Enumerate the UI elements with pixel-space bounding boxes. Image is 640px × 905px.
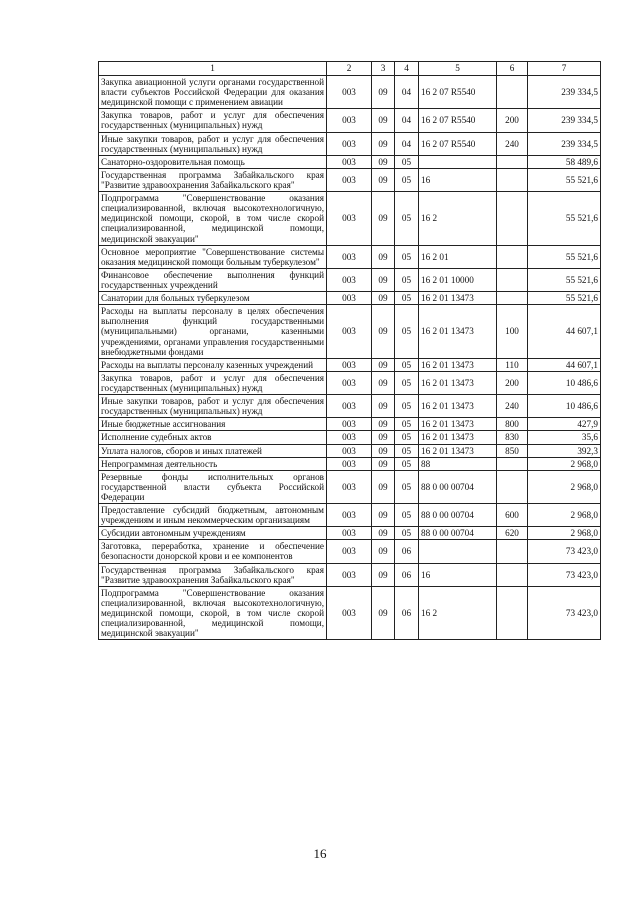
cell-amount: 55 521,6	[528, 268, 601, 291]
cell-amount: 239 334,5	[528, 132, 601, 155]
column-header: 1	[99, 62, 327, 76]
cell-amount: 10 486,6	[528, 395, 601, 418]
cell-name: Непрограммная деятельность	[99, 457, 327, 470]
cell-ministry-code: 003	[327, 76, 372, 109]
cell-name: Государственная программа Забайкальского края "Развитие здравоохранения Забайкальского края"	[99, 563, 327, 586]
cell-name: Санаторно-оздоровительная помощь	[99, 155, 327, 168]
cell-section: 09	[372, 109, 395, 132]
cell-expense-type	[497, 245, 528, 268]
cell-subsection: 05	[395, 192, 419, 246]
cell-subsection: 05	[395, 245, 419, 268]
cell-section: 09	[372, 431, 395, 444]
cell-target-article: 16 2	[419, 192, 497, 246]
cell-name: Финансовое обеспечение выполнения функций государственных учреждений	[99, 268, 327, 291]
cell-amount: 73 423,0	[528, 563, 601, 586]
cell-name: Иные бюджетные ассигнования	[99, 418, 327, 431]
cell-expense-type: 620	[497, 527, 528, 540]
cell-section: 09	[372, 563, 395, 586]
cell-expense-type	[497, 168, 528, 191]
cell-expense-type: 200	[497, 371, 528, 394]
cell-amount: 58 489,6	[528, 155, 601, 168]
cell-amount: 73 423,0	[528, 586, 601, 640]
cell-target-article: 16 2 01	[419, 245, 497, 268]
cell-expense-type: 100	[497, 305, 528, 359]
cell-section: 09	[372, 132, 395, 155]
cell-subsection: 05	[395, 457, 419, 470]
cell-name: Уплата налогов, сборов и иных платежей	[99, 444, 327, 457]
cell-name: Основное мероприятие "Совершенствование системы оказания медицинской помощи больным туберкулезом"	[99, 245, 327, 268]
cell-ministry-code: 003	[327, 457, 372, 470]
table-body	[99, 76, 601, 640]
cell-subsection: 05	[395, 292, 419, 305]
cell-section: 09	[372, 245, 395, 268]
cell-amount: 44 607,1	[528, 358, 601, 371]
table-row	[99, 371, 601, 394]
table-row	[99, 358, 601, 371]
cell-ministry-code: 003	[327, 586, 372, 640]
table-row	[99, 109, 601, 132]
cell-target-article: 16	[419, 563, 497, 586]
cell-ministry-code: 003	[327, 192, 372, 246]
cell-ministry-code: 003	[327, 395, 372, 418]
cell-target-article: 16 2	[419, 586, 497, 640]
cell-expense-type	[497, 563, 528, 586]
cell-expense-type: 200	[497, 109, 528, 132]
cell-expense-type	[497, 470, 528, 503]
cell-subsection: 04	[395, 76, 419, 109]
cell-amount: 427,9	[528, 418, 601, 431]
cell-amount: 55 521,6	[528, 192, 601, 246]
table-row	[99, 305, 601, 359]
table-row	[99, 418, 601, 431]
cell-target-article: 88	[419, 457, 497, 470]
cell-section: 09	[372, 586, 395, 640]
cell-section: 09	[372, 168, 395, 191]
cell-ministry-code: 003	[327, 527, 372, 540]
cell-expense-type: 600	[497, 504, 528, 527]
cell-expense-type: 240	[497, 395, 528, 418]
table-row	[99, 470, 601, 503]
table-row	[99, 155, 601, 168]
cell-amount: 239 334,5	[528, 109, 601, 132]
table-row	[99, 192, 601, 246]
cell-name: Подпрограмма "Совершенствование оказания специализированной, включая высокотехнологичную, медицинской помощи, скорой, в том числе скорой специализированной, медицинской помощи, медицинской эвакуации"	[99, 192, 327, 246]
cell-expense-type	[497, 586, 528, 640]
cell-subsection: 04	[395, 109, 419, 132]
cell-section: 09	[372, 155, 395, 168]
table-row	[99, 457, 601, 470]
cell-section: 09	[372, 504, 395, 527]
cell-target-article: 16 2 01 13473	[419, 431, 497, 444]
cell-name: Закупка авиационной услуги органами государственной власти субъектов Российской Федерации для оказания медицинской помощи с применением авиации	[99, 76, 327, 109]
cell-expense-type: 830	[497, 431, 528, 444]
cell-amount: 10 486,6	[528, 371, 601, 394]
column-header: 3	[372, 62, 395, 76]
cell-expense-type	[497, 76, 528, 109]
cell-name: Закупка товаров, работ и услуг для обеспечения государственных (муниципальных) нужд	[99, 109, 327, 132]
table-header-row	[99, 62, 601, 76]
cell-section: 09	[372, 418, 395, 431]
cell-ministry-code: 003	[327, 305, 372, 359]
cell-expense-type: 850	[497, 444, 528, 457]
cell-name: Санатории для больных туберкулезом	[99, 292, 327, 305]
cell-subsection: 05	[395, 305, 419, 359]
cell-name: Иные закупки товаров, работ и услуг для обеспечения государственных (муниципальных) нужд	[99, 395, 327, 418]
cell-section: 09	[372, 540, 395, 563]
cell-subsection: 05	[395, 155, 419, 168]
cell-amount: 2 968,0	[528, 504, 601, 527]
cell-subsection: 06	[395, 586, 419, 640]
cell-expense-type	[497, 192, 528, 246]
cell-name: Иные закупки товаров, работ и услуг для обеспечения государственных (муниципальных) нужд	[99, 132, 327, 155]
table-row	[99, 268, 601, 291]
cell-subsection: 05	[395, 444, 419, 457]
cell-section: 09	[372, 395, 395, 418]
cell-ministry-code: 003	[327, 155, 372, 168]
cell-expense-type: 240	[497, 132, 528, 155]
cell-expense-type	[497, 292, 528, 305]
cell-name: Государственная программа Забайкальского края "Развитие здравоохранения Забайкальского края"	[99, 168, 327, 191]
cell-section: 09	[372, 358, 395, 371]
cell-ministry-code: 003	[327, 431, 372, 444]
cell-subsection: 05	[395, 418, 419, 431]
cell-ministry-code: 003	[327, 132, 372, 155]
cell-amount: 55 521,6	[528, 292, 601, 305]
cell-subsection: 05	[395, 395, 419, 418]
column-header: 5	[419, 62, 497, 76]
cell-name: Субсидии автономным учреждениям	[99, 527, 327, 540]
table-row	[99, 527, 601, 540]
cell-name: Расходы на выплаты персоналу в целях обеспечения выполнения функций государственными (муниципальными) органами, казенными учреждениями, органами управления государственными внебюджетными фондами	[99, 305, 327, 359]
cell-ministry-code: 003	[327, 268, 372, 291]
cell-expense-type: 110	[497, 358, 528, 371]
cell-section: 09	[372, 444, 395, 457]
cell-ministry-code: 003	[327, 109, 372, 132]
cell-target-article: 88 0 00 00704	[419, 470, 497, 503]
cell-ministry-code: 003	[327, 371, 372, 394]
cell-ministry-code: 003	[327, 540, 372, 563]
cell-expense-type	[497, 155, 528, 168]
cell-name: Предоставление субсидий бюджетным, автономным учреждениям и иным некоммерческим организациям	[99, 504, 327, 527]
cell-amount: 2 968,0	[528, 457, 601, 470]
cell-subsection: 05	[395, 268, 419, 291]
column-header: 7	[528, 62, 601, 76]
cell-amount: 2 968,0	[528, 470, 601, 503]
table-row	[99, 76, 601, 109]
cell-target-article: 16 2 01 13473	[419, 305, 497, 359]
table-row	[99, 444, 601, 457]
cell-target-article: 16 2 07 R5540	[419, 76, 497, 109]
cell-target-article: 88 0 00 00704	[419, 527, 497, 540]
cell-amount: 392,3	[528, 444, 601, 457]
cell-expense-type	[497, 457, 528, 470]
column-header: 6	[497, 62, 528, 76]
cell-ministry-code: 003	[327, 358, 372, 371]
table-row	[99, 586, 601, 640]
cell-ministry-code: 003	[327, 418, 372, 431]
cell-subsection: 05	[395, 431, 419, 444]
cell-target-article: 16 2 01 13473	[419, 358, 497, 371]
cell-expense-type: 800	[497, 418, 528, 431]
cell-target-article: 16 2 01 13473	[419, 444, 497, 457]
cell-name: Заготовка, переработка, хранение и обеспечение безопасности донорской крови и ее компонентов	[99, 540, 327, 563]
table-row	[99, 540, 601, 563]
cell-subsection: 06	[395, 540, 419, 563]
cell-amount: 55 521,6	[528, 245, 601, 268]
table-row	[99, 431, 601, 444]
cell-name: Подпрограмма "Совершенствование оказания специализированной, включая высокотехнологичную, медицинской помощи, скорой, в том числе скорой специализированной, медицинской помощи, медицинской эвакуации"	[99, 586, 327, 640]
cell-ministry-code: 003	[327, 444, 372, 457]
cell-section: 09	[372, 292, 395, 305]
cell-name: Резервные фонды исполнительных органов государственной власти субъекта Российской Федерации	[99, 470, 327, 503]
cell-section: 09	[372, 470, 395, 503]
table-row	[99, 563, 601, 586]
cell-subsection: 05	[395, 527, 419, 540]
cell-subsection: 05	[395, 168, 419, 191]
cell-subsection: 05	[395, 371, 419, 394]
cell-target-article: 16 2 01 13473	[419, 395, 497, 418]
cell-target-article	[419, 540, 497, 563]
cell-target-article: 16 2 07 R5540	[419, 132, 497, 155]
cell-subsection: 05	[395, 470, 419, 503]
cell-section: 09	[372, 457, 395, 470]
cell-section: 09	[372, 527, 395, 540]
cell-subsection: 05	[395, 504, 419, 527]
cell-target-article: 16 2 07 R5540	[419, 109, 497, 132]
cell-subsection: 04	[395, 132, 419, 155]
cell-section: 09	[372, 268, 395, 291]
page-number: 16	[313, 846, 327, 861]
column-header: 2	[327, 62, 372, 76]
cell-name: Расходы на выплаты персоналу казенных учреждений	[99, 358, 327, 371]
cell-target-article: 16 2 01 13473	[419, 418, 497, 431]
cell-name: Исполнение судебных актов	[99, 431, 327, 444]
cell-target-article: 16	[419, 168, 497, 191]
table-row	[99, 292, 601, 305]
cell-amount: 2 968,0	[528, 527, 601, 540]
cell-subsection: 05	[395, 358, 419, 371]
cell-ministry-code: 003	[327, 245, 372, 268]
cell-expense-type	[497, 540, 528, 563]
cell-target-article: 16 2 01 13473	[419, 371, 497, 394]
cell-target-article: 16 2 01 13473	[419, 292, 497, 305]
cell-expense-type	[497, 268, 528, 291]
cell-ministry-code: 003	[327, 504, 372, 527]
cell-amount: 73 423,0	[528, 540, 601, 563]
table-row	[99, 132, 601, 155]
table-row	[99, 245, 601, 268]
cell-section: 09	[372, 192, 395, 246]
cell-section: 09	[372, 305, 395, 359]
cell-amount: 44 607,1	[528, 305, 601, 359]
cell-amount: 55 521,6	[528, 168, 601, 191]
budget-table	[98, 61, 601, 640]
column-header: 4	[395, 62, 419, 76]
cell-amount: 35,6	[528, 431, 601, 444]
cell-section: 09	[372, 76, 395, 109]
cell-subsection: 06	[395, 563, 419, 586]
table-row	[99, 504, 601, 527]
cell-ministry-code: 003	[327, 470, 372, 503]
cell-ministry-code: 003	[327, 563, 372, 586]
table-row	[99, 395, 601, 418]
table-row	[99, 168, 601, 191]
cell-target-article	[419, 155, 497, 168]
cell-target-article: 88 0 00 00704	[419, 504, 497, 527]
cell-amount: 239 334,5	[528, 76, 601, 109]
cell-ministry-code: 003	[327, 292, 372, 305]
cell-ministry-code: 003	[327, 168, 372, 191]
cell-name: Закупка товаров, работ и услуг для обеспечения государственных (муниципальных) нужд	[99, 371, 327, 394]
cell-section: 09	[372, 371, 395, 394]
cell-target-article: 16 2 01 10000	[419, 268, 497, 291]
